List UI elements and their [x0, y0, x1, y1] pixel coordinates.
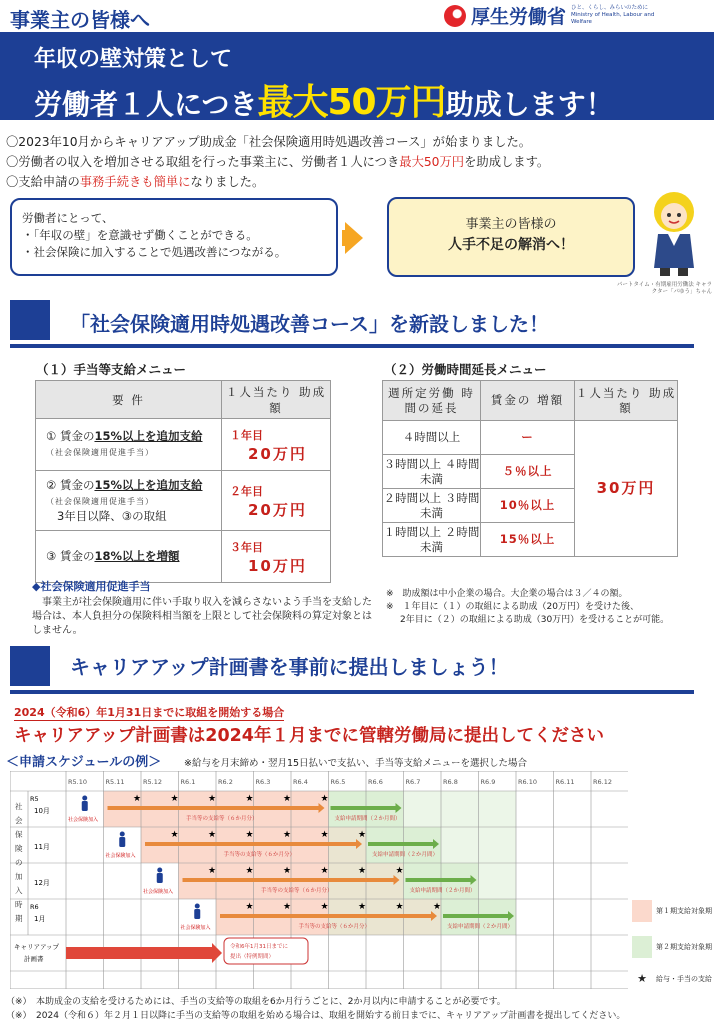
deadline-note: 2024（令和6）年1月31日までに取組を開始する場合 [14, 706, 285, 719]
star-icon: ★ [245, 866, 254, 876]
person-icon-head [195, 904, 200, 909]
person-icon-head [82, 796, 87, 801]
row-month-label: 1月 [34, 915, 46, 923]
character-caption: パートタイム・有期雇用労働法 キャラクター「パゆう」ちゃん [616, 282, 712, 295]
plan-label-2: 計画書 [24, 955, 44, 963]
requirement-cell: ① 賃金の15%以上を追加支給 （社会保険適用促進手当） [36, 419, 222, 471]
side-label-char: 保 [15, 830, 23, 839]
pay-arrow [220, 914, 431, 918]
month-label: R6.2 [218, 778, 233, 786]
worker-benefit-box [10, 198, 338, 276]
col-extension: 週所定労働 時間の延長 [383, 381, 481, 421]
hero-highlight: 最大50万円 [257, 82, 446, 123]
month-label: R6.9 [480, 778, 496, 786]
mhlw-logo [444, 2, 663, 29]
month-label: R6.8 [443, 778, 458, 786]
pay-label: 手当等の支給等（６か月分） [298, 924, 371, 930]
star-icon: ★ [208, 830, 217, 840]
note-1: ※ 助成額は中小企業の場合。大企業の場合は３／４の額。 [386, 589, 628, 599]
pay-arrow [145, 842, 356, 846]
side-label-char: の [15, 858, 23, 867]
intro-line-2: 〇労働者の収入を増加させる取組を行った事業主に、労働者１人につき最大50万円を助成します。 [6, 155, 550, 169]
pay-arrow [108, 806, 319, 810]
star-icon: ★ [283, 794, 292, 804]
logo-tagline: ひと、くらし、みらいのために Ministry of Health, Labour and Welfare [571, 5, 655, 25]
star-icon: ★ [170, 830, 179, 840]
star-icon: ★ [320, 830, 329, 840]
wage-cell: 10％以上 [481, 489, 575, 523]
amount-cell: 30万円 [575, 421, 678, 557]
join-label: 社会保険加入 [105, 853, 136, 859]
month-label: R6.12 [593, 778, 612, 786]
legend-item: ★ 給与・手当の支給 [632, 972, 712, 985]
audience-label: 事業主の皆様へ [10, 8, 150, 32]
star-icon: ★ [320, 794, 329, 804]
intro-line-3: 〇支給申請の事務手続きも簡単になりました。 [6, 175, 265, 189]
person-icon-body [157, 873, 163, 883]
table-row [36, 471, 331, 531]
row-month-label: 12月 [34, 879, 50, 887]
month-label: R6.3 [255, 778, 271, 786]
col-amount: １人当たり 助成額 [222, 381, 331, 419]
extension-cell: ３時間以上 ４時間未満 [383, 455, 481, 489]
submission-deadline: キャリアアップ計画書は2024年１月までに管轄労働局に提出してください [14, 726, 604, 746]
month-label: R5.10 [68, 778, 87, 786]
employer-box-line1: 事業主の皆様の [465, 217, 557, 232]
note-2: ※ １年目に（１）の取組による助成（20万円）を受けた後、 [386, 602, 639, 612]
pay-label: 手当等の支給等（６か月分） [261, 888, 333, 894]
month-label: R6.11 [555, 778, 575, 786]
star-icon: ★ [358, 866, 367, 876]
row-month-label: 11月 [34, 843, 50, 851]
section1-marker [10, 300, 50, 340]
hours-extension-table [382, 380, 678, 557]
footer-note-2: （※） 2024（令和６）年２月１日以降に手当の支給等の取組を始める場合は、取組を開始する前日までに、キャリアアップ計画書を提出してください。 [6, 1011, 626, 1021]
logo-mark-icon [444, 5, 466, 27]
employer-benefit-box [387, 197, 635, 277]
col-wage: 賃金の 増額 [481, 381, 575, 421]
right-arrow-icon [345, 222, 363, 254]
side-label-char: 時 [15, 900, 23, 909]
person-icon-body [119, 837, 125, 847]
worker-box-line2: ・「年収の壁」を意識せず働くことができる。 [22, 228, 258, 242]
person-icon-head [157, 868, 162, 873]
note-3: 2年目に（２）の取組による助成（30万円）を受けることが可能。 [400, 615, 670, 625]
side-label-char: 社 [15, 802, 23, 811]
side-label-char: 期 [15, 914, 23, 923]
employer-box-line2: 人手不足の解消へ！ [448, 237, 574, 253]
application-schedule-chart [10, 771, 628, 989]
mascot-character-icon [644, 190, 704, 278]
section2-marker [10, 646, 50, 686]
apply-arrow [443, 914, 508, 918]
month-label: R6.10 [518, 778, 537, 786]
month-label: R6.7 [405, 778, 421, 786]
table-row [36, 531, 331, 583]
plan-bar-head [212, 943, 222, 963]
col-amount2: １人当たり 助成額 [575, 381, 678, 421]
section1-underline [10, 344, 694, 348]
table-row [383, 421, 678, 455]
allowance-note-title: ◆社会保険適用促進手当 [32, 580, 151, 593]
person-icon-head [120, 832, 125, 837]
star-icon: ★ [208, 794, 217, 804]
star-icon: ★ [433, 902, 442, 912]
pay-label: 手当等の支給等（６か月分） [223, 852, 296, 858]
star-icon: ★ [170, 794, 179, 804]
pay-label: 手当等の支給等（６か月分） [186, 816, 258, 822]
star-icon: ★ [133, 794, 142, 804]
side-label-char: 会 [15, 816, 23, 825]
person-icon-body [82, 801, 88, 811]
footer-note-1: （※） 本助成金の支給を受けるためには、手当の支給等の取組を6か月行うごとに、2か月以内に申請することが必要です。 [6, 997, 506, 1007]
worker-box-line3: ・社会保険に加入することで処遇改善につながる。 [22, 245, 287, 259]
apply-label: 支給申請期間（２か月間） [372, 852, 439, 858]
side-label-char: 入 [15, 886, 23, 895]
menu2-title: （２）労働時間延長メニュー [384, 362, 547, 377]
star-icon: ★ [245, 902, 254, 912]
month-label: R5.12 [143, 778, 162, 786]
wage-cell: ５％以上 [481, 455, 575, 489]
star-icon: ★ [358, 830, 367, 840]
apply-arrow [331, 806, 396, 810]
join-label: 社会保険加入 [68, 817, 99, 823]
plan-label-1: キャリアアップ [14, 943, 60, 951]
schedule-legend [632, 900, 712, 985]
allowance-menu-table [35, 380, 331, 583]
star-icon: ★ [320, 866, 329, 876]
star-icon: ★ [283, 830, 292, 840]
person-icon-body [194, 909, 200, 919]
side-label-char: 加 [15, 872, 23, 881]
month-label: R6.4 [293, 778, 308, 786]
row-era-label: R6 [30, 903, 39, 911]
hero-line2-post: 助成します！ [445, 88, 614, 121]
apply-label: 支給申請期間（２か月間） [334, 816, 401, 822]
apply-arrow [368, 842, 433, 846]
intro-line-1: 〇2023年10月からキャリアアップ助成金「社会保険適用時処遇改善コース」が始まりました。 [6, 135, 532, 149]
schedule-heading: ＜申請スケジュールの例＞ [6, 755, 162, 770]
section2-underline [10, 690, 694, 694]
table-row [36, 419, 331, 471]
side-label-char: 険 [15, 844, 23, 853]
wage-cell: ー [481, 421, 575, 455]
extension-cell: ２時間以上 ３時間未満 [383, 489, 481, 523]
menu1-title: （１）手当等支給メニュー [36, 362, 187, 377]
legend-item: 第１期支給対象期 [632, 900, 712, 922]
col-requirement: 要 件 [36, 381, 222, 419]
apply-arrow [406, 878, 471, 882]
plan-bar [66, 947, 212, 959]
star-icon: ★ [208, 866, 217, 876]
star-icon: ★ [283, 902, 292, 912]
extension-cell: ４時間以上 [383, 421, 481, 455]
wage-cell: 15％以上 [481, 523, 575, 557]
plan-note-1: 令和6年1月31日までに [230, 944, 288, 950]
requirement-cell: ③ 賃金の18%以上を増額 [36, 531, 222, 583]
amount-notes [386, 588, 714, 627]
section2-title: キャリアアップ計画書を事前に提出しましょう！ [70, 655, 509, 679]
requirement-cell: ② 賃金の15%以上を追加支給 （社会保険適用促進手当） 3年目以降、③の取組 [36, 471, 222, 531]
hero-line2-pre: 労働者１人につき [34, 88, 258, 121]
month-label: R6.6 [368, 778, 383, 786]
month-label: R6.1 [180, 778, 196, 786]
legend-item: 第２期支給対象期 [632, 936, 712, 958]
star-icon: ★ [395, 902, 404, 912]
star-icon: ★ [637, 972, 647, 985]
plan-note-2: 提出（特例期間） [230, 954, 275, 960]
month-label: R5.11 [105, 778, 125, 786]
amount-cell: ２年目 20万円 [222, 471, 331, 531]
star-icon: ★ [245, 830, 254, 840]
row-month-label: 10月 [34, 807, 50, 815]
plan-note-box [224, 938, 308, 964]
amount-cell: １年目 20万円 [222, 419, 331, 471]
pay-arrow [183, 878, 394, 882]
schedule-note: ※給与を月末締め・翌月15日払いで支払い、手当等支給メニューを選択した場合 [184, 758, 528, 769]
extension-cell: １時間以上 ２時間未満 [383, 523, 481, 557]
star-icon: ★ [395, 866, 404, 876]
hero-line1: 年収の壁対策として [34, 47, 233, 72]
month-label: R6.5 [330, 778, 346, 786]
star-icon: ★ [320, 902, 329, 912]
join-label: 社会保険加入 [180, 925, 211, 931]
logo-name: 厚生労働省 [471, 6, 567, 28]
star-icon: ★ [245, 794, 254, 804]
section1-title: 「社会保険適用時処遇改善コース」を新設しました！ [70, 312, 549, 336]
star-icon: ★ [358, 902, 367, 912]
allowance-note-body: 事業主が社会保険適用に伴い手取り収入を減らさないよう手当を支給した場合は、本人負担分の保険料相当額を上限として社会保険料の算定対象とはしません。 [32, 597, 372, 636]
amount-cell: ３年目 10万円 [222, 531, 331, 583]
row-era-label: R5 [30, 795, 39, 803]
hero-line2 [34, 74, 614, 125]
star-icon: ★ [283, 866, 292, 876]
apply-label: 支給申請期間（２か月間） [409, 888, 476, 894]
apply-label: 支給申請期間（２か月間） [447, 924, 514, 930]
join-label: 社会保険加入 [143, 889, 174, 895]
worker-box-line1: 労働者にとって、 [22, 211, 114, 225]
